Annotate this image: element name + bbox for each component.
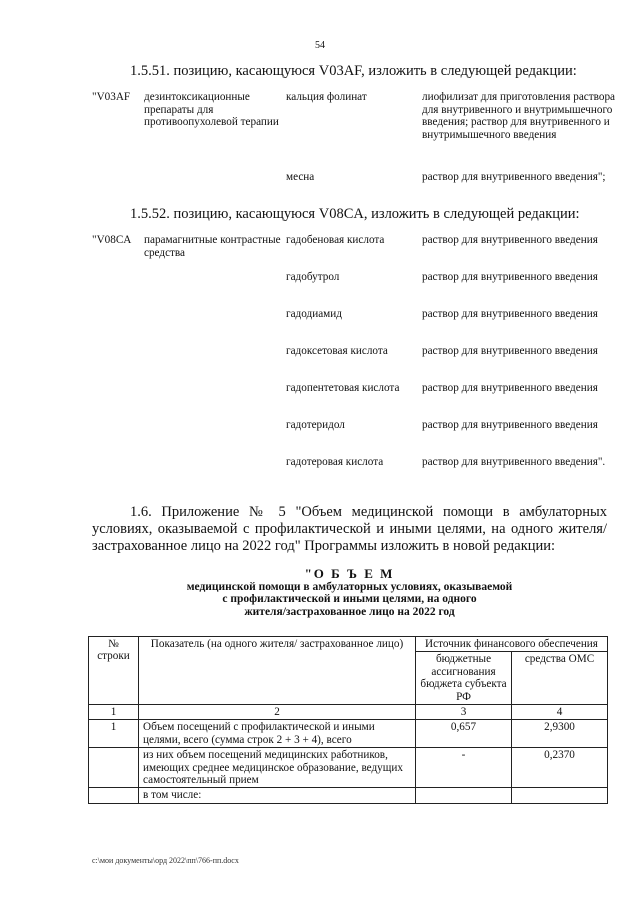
dosage-form: раствор для внутривенного введения	[422, 345, 598, 357]
table-row	[89, 720, 608, 748]
drug-row	[92, 382, 617, 419]
dosage-form: раствор для внутривенного введения	[422, 271, 598, 283]
row-budget-value: -	[416, 748, 512, 788]
column-number: 3	[416, 705, 512, 720]
column-number: 1	[89, 705, 139, 720]
table-row	[89, 788, 608, 803]
volume-table	[88, 636, 608, 804]
atc-group: дезинтоксикационные препараты для противоопухолевой терапии	[144, 91, 279, 128]
paragraph-1-6: 1.6. Приложение № 5 "Объем медицинской помощи в амбулаторных условиях, оказываемой с профилактической и иными целями, на одного жителя/застрахованное лицо на 2022 год" Программы изложить в новой редакции:	[92, 504, 607, 554]
drug-name: месна	[286, 171, 315, 183]
atc-group: парамагнитные контрастные средства	[144, 234, 281, 259]
appendix-title-line: медицинской помощи в амбулаторных условиях, оказываемой	[186, 580, 513, 593]
atc-code: "V03AF	[92, 91, 131, 103]
file-path-footer: c:\мои документы\орд 2022\пп\766-пп.docx	[92, 856, 239, 865]
dosage-form: раствор для внутривенного введения	[422, 308, 598, 320]
row-oms-value: 0,2370	[512, 748, 608, 788]
dosage-form: раствор для внутривенного введения	[422, 382, 598, 394]
drug-row	[92, 91, 617, 171]
drug-row	[92, 419, 617, 456]
appendix-title-line: жителя/застрахованное лицо на 2022 год	[244, 605, 455, 618]
drug-name: гадоксетовая кислота	[286, 345, 388, 357]
column-number: 2	[139, 705, 416, 720]
drug-name: гадотеровая кислота	[286, 456, 384, 468]
header-funding-source: Источник финансового обеспечения	[416, 637, 608, 652]
drug-table-v03af	[92, 91, 617, 199]
row-oms-value: 2,9300	[512, 720, 608, 748]
appendix-title	[92, 568, 607, 618]
header-indicator: Показатель (на одного жителя/ застрахованное лицо)	[139, 637, 416, 705]
drug-name: гадодиамид	[286, 308, 342, 320]
row-budget-value	[416, 788, 512, 803]
column-number: 4	[512, 705, 608, 720]
row-budget-value: 0,657	[416, 720, 512, 748]
drug-row	[92, 308, 617, 345]
drug-name: гадобутрол	[286, 271, 340, 283]
table-header-row	[89, 637, 608, 652]
drug-row	[92, 234, 617, 271]
row-number: 1	[89, 720, 139, 748]
row-number	[89, 748, 139, 788]
drug-name: кальция фолинат	[286, 91, 367, 103]
header-budget: бюджетные ассигнования бюджета субъекта РФ	[416, 652, 512, 705]
paragraph-1-5-52: 1.5.52. позицию, касающуюся V08CA, изложить в следующей редакции:	[130, 206, 580, 222]
drug-table-v08ca	[92, 234, 617, 484]
dosage-form: раствор для внутривенного введения	[422, 234, 598, 246]
header-row-number: № строки	[89, 637, 139, 705]
drug-row	[92, 171, 617, 199]
table-row	[89, 748, 608, 788]
drug-name: гадобеновая кислота	[286, 234, 385, 246]
drug-row	[92, 345, 617, 382]
header-oms: средства ОМС	[512, 652, 608, 705]
dosage-form: раствор для внутривенного введения".	[422, 456, 606, 468]
page-number: 54	[315, 40, 325, 51]
row-indicator: из них объем посещений медицинских работников, имеющих среднее медицинское образование, ведущих самостоятельный прием	[139, 748, 416, 788]
drug-row	[92, 456, 617, 484]
row-indicator: Объем посещений с профилактической и иными целями, всего (сумма строк 2 + 3 + 4), всего	[139, 720, 416, 748]
drug-row	[92, 271, 617, 308]
paragraph-1-5-51: 1.5.51. позицию, касающуюся V03AF, изложить в следующей редакции:	[130, 63, 577, 79]
row-number	[89, 788, 139, 803]
atc-code: "V08CA	[92, 234, 132, 246]
dosage-form: раствор для внутривенного введения	[422, 419, 598, 431]
row-oms-value	[512, 788, 608, 803]
appendix-title-line: с профилактической и иными целями, на одного	[222, 593, 477, 606]
row-indicator: в том числе:	[139, 788, 416, 803]
drug-name: гадотеридол	[286, 419, 345, 431]
dosage-form: раствор для внутривенного введения";	[422, 171, 606, 183]
dosage-form: лиофилизат для приготовления раствора для внутривенного и внутримышечного введения; раствор для внутривенного и внутримышечного введения	[422, 91, 615, 141]
appendix-title-line: "О Б Ъ Е М	[304, 566, 395, 581]
drug-name: гадопентетовая кислота	[286, 382, 400, 394]
column-numbers-row	[89, 705, 608, 720]
